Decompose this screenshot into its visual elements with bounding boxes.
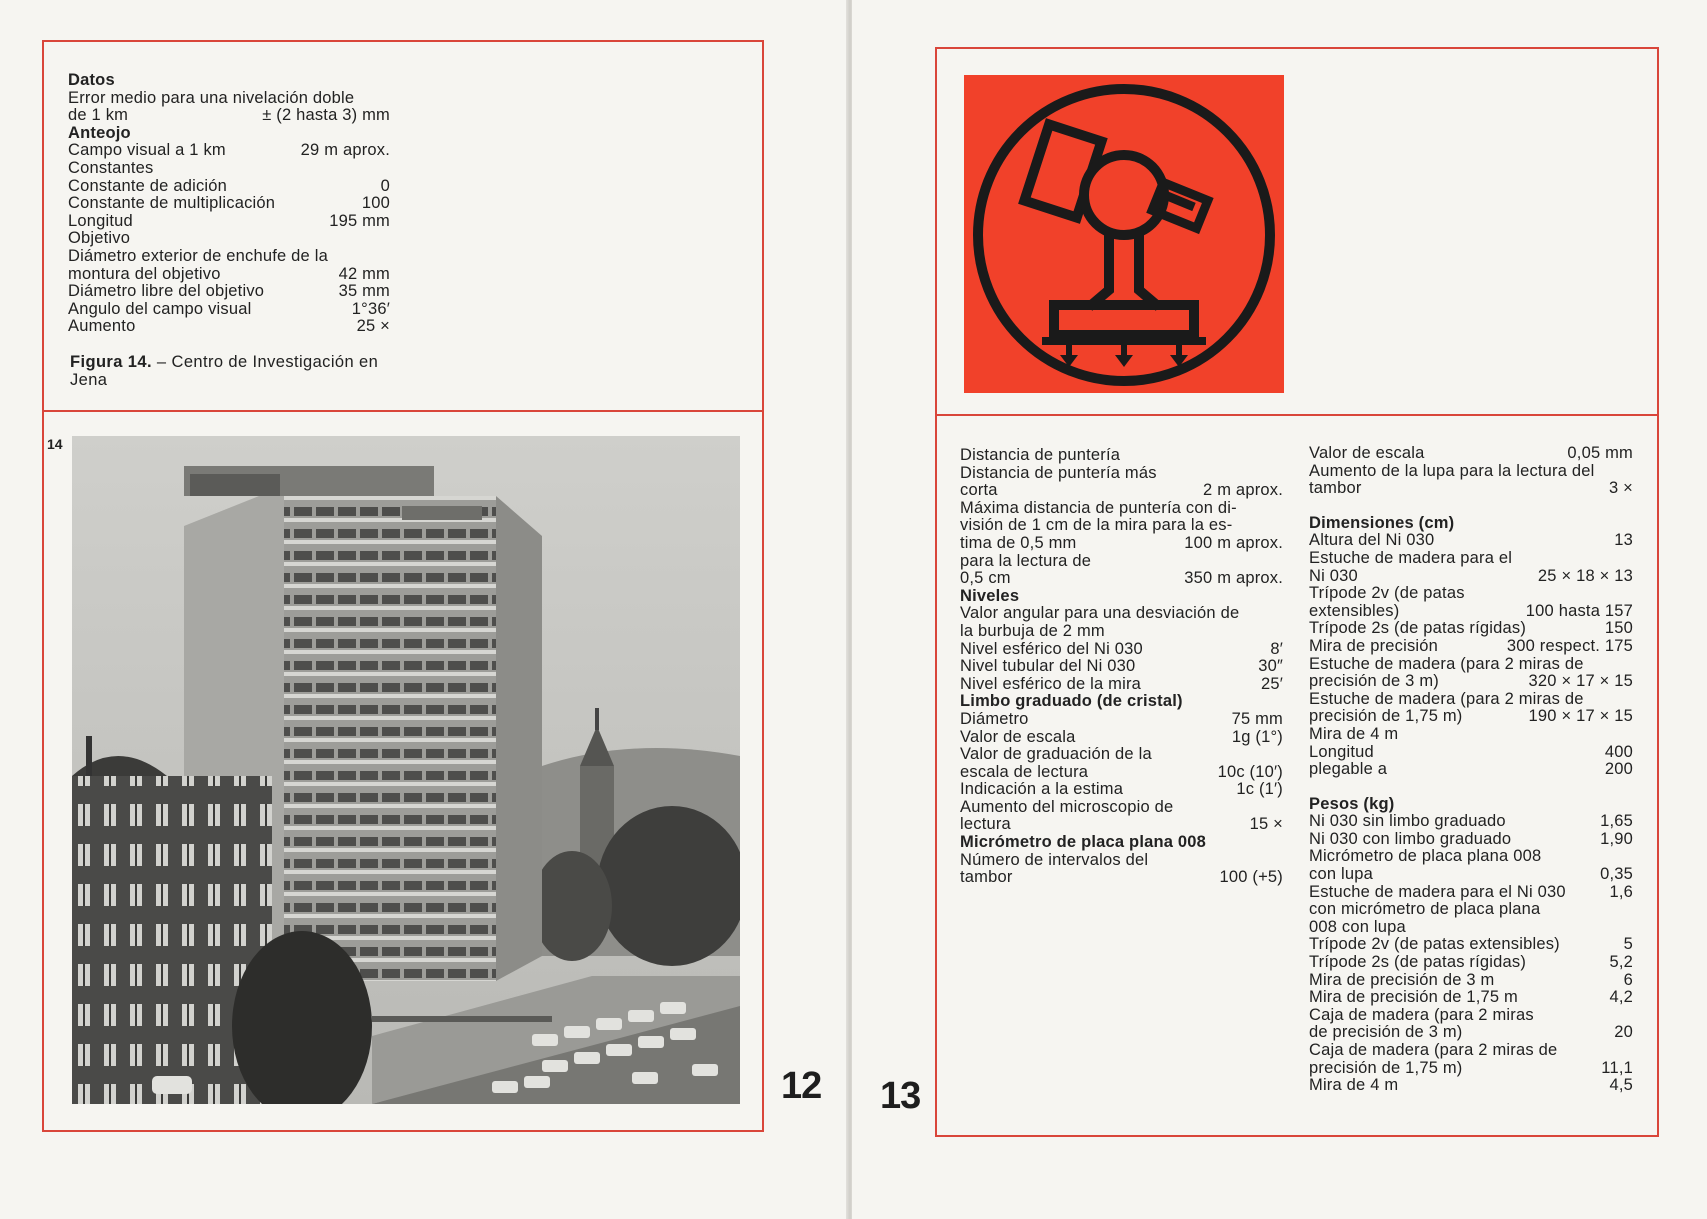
spec-row [1309,884,1633,902]
spec-row [68,142,390,160]
spec-row [1309,708,1633,726]
spec-label: Aumento del microscopio de [960,797,1174,816]
spec-row [68,318,390,336]
spec-row [960,746,1283,764]
spec-label: 0,5 cm [960,569,1011,588]
spec-label: montura del objetivo [68,264,221,283]
spec-label: Aumento de la lupa para la lectura del [1309,461,1595,480]
spec-label: Máxima distancia de puntería con di- [960,498,1237,517]
spec-label: Trípode 2s (de patas rígidas) [1309,619,1527,638]
spec-label: Nivel esférico del Ni 030 [960,639,1143,658]
spec-label: la burbuja de 2 mm [960,621,1105,640]
spec-row [1309,831,1633,849]
anteojo-rows [68,142,390,336]
spec-label: de precisión de 3 m) [1309,1023,1463,1042]
spec-value: 13 [1614,531,1633,550]
spec-label: precisión de 3 m) [1309,672,1439,691]
data-heading: Datos [68,71,115,89]
data-rows [68,90,390,125]
spec-value: 1,90 [1600,829,1633,848]
spec-row [960,676,1283,694]
spec-row [1309,744,1633,762]
spec-value: 3 × [1609,479,1633,498]
spec-label: Distancia de puntería más [960,463,1157,482]
spec-row [960,465,1283,483]
spec-label: escala de lectura [960,762,1089,781]
spec-label: precisión de 1,75 m) [1309,1058,1463,1077]
section-heading: Dimensiones (cm) [1309,513,1455,532]
spec-row [1309,726,1633,744]
spec-row [68,230,390,248]
spec-label: Diámetro [960,709,1029,728]
spec-row [960,500,1283,518]
spec-row [1309,848,1633,866]
section-heading: Limbo graduado (de cristal) [960,692,1183,711]
spec-label: Ni 030 con limbo graduado [1309,829,1512,848]
spec-value: 29 m aprox. [300,141,390,160]
spec-row [1309,1077,1633,1095]
spec-label: Caja de madera (para 2 miras de [1309,1041,1558,1059]
spec-label: 008 con lupa [1309,917,1406,936]
spec-label: Altura del Ni 030 [1309,531,1435,550]
spec-row [1309,480,1633,498]
spec-row [1309,1007,1633,1025]
section-heading: Pesos (kg) [1309,794,1395,813]
spec-row [1309,568,1633,586]
spec-row [1309,445,1633,463]
spec-value: 25 × 18 × 13 [1537,566,1633,585]
spec-value: 20 [1614,1023,1633,1042]
spec-row [1309,972,1633,990]
building-photo-svg [72,436,740,1104]
spec-label: Estuche de madera para el [1309,548,1513,567]
spec-value: ± (2 hasta 3) mm [262,106,390,125]
spec-row [960,816,1283,834]
instrument-logo-svg [964,75,1284,393]
spec-value: 1g (1°) [1231,727,1283,746]
spec-value: 150 [1604,619,1633,638]
spec-label: Mira de precisión de 1,75 m [1309,988,1518,1007]
spec-value: 100 m aprox. [1184,533,1283,552]
spec-row [960,711,1283,729]
caption-text: – Centro de Investigación en Jena [70,353,379,389]
instrument-logo-icon [964,75,1284,393]
spec-value: 10c (10′) [1217,762,1283,781]
spec-row [1309,866,1633,884]
spec-value: 320 × 17 × 15 [1528,672,1633,691]
spec-row [68,301,390,319]
spec-label: Longitud [68,211,133,230]
specs-block [68,72,390,336]
spec-label: Ni 030 sin limbo graduado [1309,812,1506,831]
spec-value: 4,2 [1609,988,1633,1007]
spec-label: Diámetro libre del objetivo [68,282,265,301]
spec-label: Estuche de madera para el Ni 030 [1309,882,1566,901]
spec-label: precisión de 1,75 m) [1309,707,1463,726]
spec-value: 350 m aprox. [1184,569,1283,588]
spec-label: Longitud [1309,742,1374,761]
spec-row [960,605,1283,623]
spec-label: Valor de escala [960,727,1076,746]
spec-row [960,447,1283,465]
spec-row [960,658,1283,676]
anteojo-heading: Anteojo [68,123,131,142]
spec-value: 11,1 [1601,1058,1633,1077]
spec-row [1309,1060,1633,1078]
spec-value: 100 hasta 157 [1525,601,1633,620]
spec-value: 400 [1604,742,1633,761]
spec-row [1309,620,1633,638]
spec-value: 75 mm [1231,709,1283,728]
spec-row [1309,936,1633,954]
spec-value: 195 mm [329,211,390,230]
spec-row [960,852,1283,870]
spec-label: Valor de graduación de la [960,745,1152,764]
spec-value: 4,5 [1609,1076,1633,1095]
spec-value: 2 m aprox. [1203,481,1283,500]
spec-row [1309,919,1633,937]
spec-value: 6 [1623,970,1633,989]
figure-caption [70,353,400,389]
spec-value: 1c (1′) [1236,780,1283,799]
spec-value: 100 (+5) [1219,868,1283,887]
spec-row [960,764,1283,782]
spec-label: Angulo del campo visual [68,299,252,318]
spec-row [1309,463,1633,481]
page-number-left: 12 [781,1065,822,1107]
spec-label: lectura [960,815,1011,834]
spec-value: 0,35 [1600,865,1633,884]
spacer [1309,498,1633,515]
specs-column-2 [1309,445,1633,1095]
spec-row [1309,1024,1633,1042]
spec-row [960,570,1283,588]
spec-row [1309,691,1633,709]
spec-label: plegable a [1309,760,1388,779]
spec-row [1309,901,1633,919]
spec-value: 35 mm [338,282,390,301]
spec-value: 1,65 [1600,812,1633,831]
spec-label: Mira de 4 m [1309,724,1399,743]
spec-label: Estuche de madera (para 2 miras de [1309,654,1584,673]
spec-row [68,178,390,196]
left-divider [42,410,764,412]
right-divider [935,414,1659,416]
spec-row [68,90,390,108]
spec-row [1309,532,1633,550]
spec-row [1309,550,1633,568]
spec-label: Nivel esférico de la mira [960,674,1142,693]
spec-row [1309,813,1633,831]
spec-value: 1°36′ [351,299,390,318]
spec-row [1309,989,1633,1007]
spec-row [68,160,390,178]
spec-row [1309,603,1633,621]
spec-row [1309,673,1633,691]
spec-label: de 1 km [68,106,129,125]
right-page [852,0,1707,1219]
caption-label: Figura 14. [70,353,152,371]
spec-label: Trípode 2v (de patas extensibles) [1309,935,1560,954]
spec-row [1309,761,1633,779]
building-photo [72,436,740,1104]
section-heading: Niveles [960,586,1020,605]
spec-row [960,553,1283,571]
spec-label: para la lectura de [960,551,1092,570]
spec-value: 30″ [1258,657,1283,676]
spec-label: Valor de escala [1309,444,1425,462]
spec-value: 0 [380,176,390,195]
spec-value: 25′ [1260,674,1283,693]
spec-label: Constante de adición [68,176,228,195]
spec-label: Constante de multiplicación [68,194,276,213]
spec-row [68,107,390,125]
spec-label: Aumento [68,317,136,336]
spec-label: con micrómetro de placa plana [1309,900,1541,919]
spec-label: Distancia de puntería [960,446,1121,464]
spec-row [1309,585,1633,603]
spec-label: Error medio para una nivelación doble [68,88,355,107]
spec-row [960,869,1283,887]
spec-row [960,781,1283,799]
spec-value: 0,05 mm [1567,444,1633,462]
spec-row [960,729,1283,747]
spec-label: Estuche de madera (para 2 miras de [1309,689,1584,708]
spec-label: Ni 030 [1309,566,1358,585]
spec-row [960,535,1283,553]
spec-row [1309,954,1633,972]
spec-row [1309,638,1633,656]
spec-row [960,641,1283,659]
spec-label: Nivel tubular del Ni 030 [960,657,1136,676]
spec-value: 5,2 [1609,953,1633,972]
spec-row [68,248,390,266]
spec-label: Mira de precisión de 3 m [1309,970,1495,989]
spec-label: Trípode 2s (de patas rígidas) [1309,953,1527,972]
spec-label: Constantes [68,158,154,177]
specs-column-1 [960,447,1283,887]
spec-value: 15 × [1249,815,1283,834]
spec-value: 5 [1623,935,1633,954]
spec-label: corta [960,481,998,500]
spec-label: Indicación a la estima [960,780,1124,799]
spec-value: 200 [1604,760,1633,779]
spec-label: visión de 1 cm de la mira para la es- [960,516,1233,535]
spec-value: 8′ [1270,639,1283,658]
spec-value: 42 mm [338,264,390,283]
spec-row [960,799,1283,817]
spacer [1309,779,1633,796]
spec-row [1309,656,1633,674]
spec-row [960,482,1283,500]
spec-row [68,195,390,213]
figure-number: 14 [47,436,63,452]
spec-row [960,517,1283,535]
spec-label: Diámetro exterior de enchufe de la [68,246,328,265]
spec-row [1309,1042,1633,1060]
spec-label: Trípode 2v (de patas [1309,584,1465,603]
spec-label: tima de 0,5 mm [960,533,1077,552]
spec-value: 25 × [356,317,390,336]
spec-row [68,266,390,284]
left-page [0,0,848,1219]
spec-label: Valor angular para una desviación de [960,604,1240,623]
spec-label: extensibles) [1309,601,1400,620]
spec-row [68,213,390,231]
spec-row [960,623,1283,641]
spec-label: Mira de 4 m [1309,1076,1399,1095]
spec-label: Micrómetro de placa plana 008 [1309,847,1542,866]
spec-label: tambor [1309,479,1362,498]
spec-value: 300 respect. 175 [1506,636,1633,655]
page-number-right: 13 [880,1075,921,1117]
spec-label: Número de intervalos del [960,850,1149,869]
spec-label: Campo visual a 1 km [68,141,226,160]
spec-label: Objetivo [68,229,131,248]
spec-label: tambor [960,868,1013,887]
spec-value: 1,6 [1609,882,1633,901]
spec-label: con lupa [1309,865,1373,884]
spec-value: 100 [361,194,390,213]
spec-value: 190 × 17 × 15 [1528,707,1633,726]
spec-row [68,283,390,301]
spec-label: Caja de madera (para 2 miras [1309,1005,1534,1024]
section-heading: Micrómetro de placa plana 008 [960,833,1207,852]
spec-label: Mira de precisión [1309,636,1439,655]
